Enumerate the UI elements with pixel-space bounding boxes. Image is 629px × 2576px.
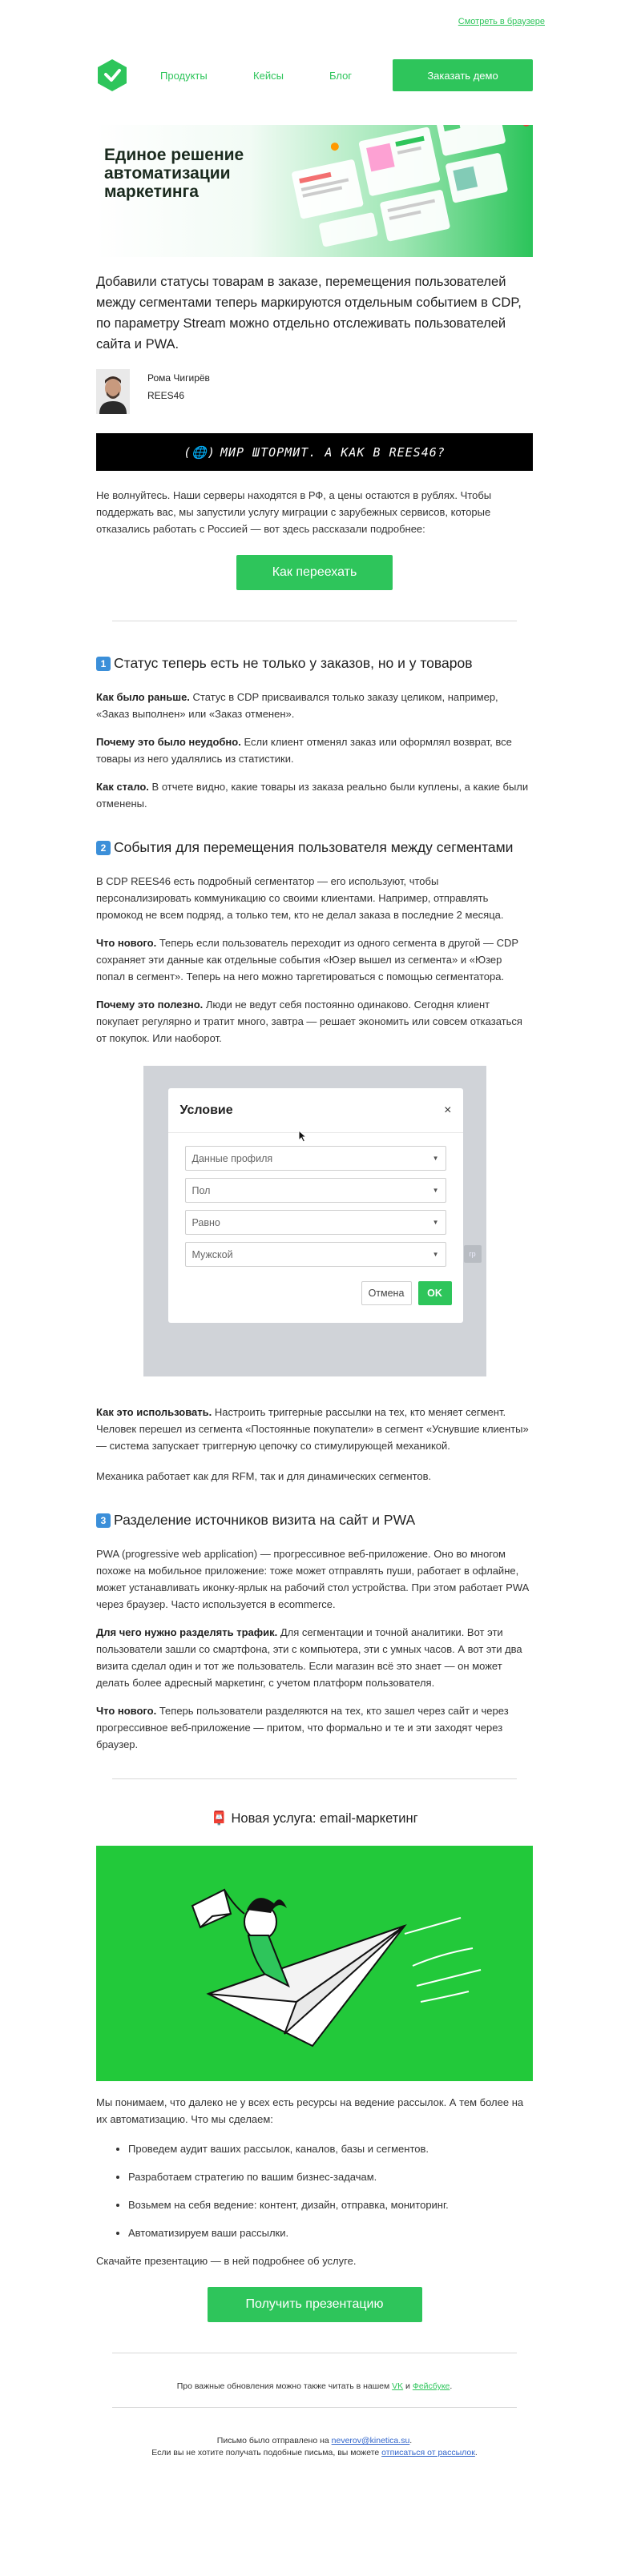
author-company: REES46 — [147, 390, 185, 401]
section3-title: 3 Разделение источников визита на сайт и PWA — [96, 1510, 533, 1529]
divider — [112, 2407, 517, 2408]
list-item: • Автоматизируем ваши рассылки. — [128, 2224, 533, 2241]
migration-text: Не волнуйтесь. Наши серверы находятся в РФ, а цены остаются в рублях. Чтобы поддержать вас, мы запустили услугу миграции с зарубежных сервисов, которые отказались работать с Россией — вот здесь рассказали подробнее: — [96, 489, 492, 535]
vk-link[interactable]: VK — [392, 2381, 404, 2391]
author-avatar — [96, 369, 130, 414]
hero-title: Единое решение автоматизации маркетинга — [104, 146, 244, 201]
divider — [112, 1778, 517, 1779]
nav-products[interactable]: Продукты — [160, 69, 208, 82]
email-service-list — [96, 2140, 533, 2241]
section2-p2: Что нового. Теперь если пользователь переходит из одного сегмента в другой — CDP сохраняет эти данные как отдельные события «Юзер вышел из сегмента» и «Юзер попал в сегмент». Теперь на него можно таргетироваться с помощью сегментатора. — [96, 937, 518, 983]
modal-actions — [361, 1281, 452, 1305]
select-value: Мужской ▼ — [185, 1242, 446, 1267]
keycap-1-icon: 1 — [96, 657, 111, 671]
keycap-3-icon: 3 — [96, 1513, 111, 1528]
rees46-logo[interactable] — [96, 58, 128, 92]
select-operator: Равно ▼ — [185, 1210, 446, 1235]
caret-down-icon: ▼ — [432, 1219, 439, 1226]
ok-button: OK — [418, 1281, 452, 1305]
unsubscribe-link[interactable]: отписаться от рассылок — [381, 2448, 475, 2457]
caret-down-icon: ▼ — [432, 1155, 439, 1162]
author-block — [96, 369, 533, 414]
caret-down-icon: ▼ — [432, 1251, 439, 1258]
section2-p1: В CDP REES46 есть подробный сегментатор — его используют, чтобы персонализировать коммуникацию со своими клиентами. Например, отправлять промокод не всем подряд, а только тем, кто не делал заказа в последние 2 месяца. — [96, 875, 504, 921]
unsubscribe-line: Если вы не хотите получать подобные письма, вы можете отписаться от рассылок. — [151, 2448, 478, 2457]
select-gender: Пол ▼ — [185, 1178, 446, 1203]
hero-illustration — [96, 125, 533, 257]
cursor-icon — [298, 1130, 308, 1143]
war-banner[interactable] — [96, 433, 533, 471]
segment-condition-screenshot — [143, 1066, 486, 1376]
top-bar — [0, 0, 629, 44]
section2-title: 2 События для перемещения пользователя между сегментами — [96, 838, 533, 857]
modal-title: Условие — [179, 1103, 233, 1117]
section2-p5: Механика работает как для RFM, так и для динамических сегментов. — [96, 1470, 432, 1482]
select-profile-data: Данные профиля ▼ — [185, 1146, 446, 1171]
modal-header — [168, 1088, 463, 1133]
list-item: • Возьмем на себя ведение: контент, дизайн, отправка, мониторинг. — [128, 2196, 533, 2213]
how-to-move-button[interactable]: Как переехать — [236, 555, 393, 590]
social-line: Про важные обновления можно также читать в нашем VK и Фейсбуке. — [176, 2381, 453, 2391]
caret-down-icon: ▼ — [432, 1187, 439, 1194]
globe-icon: (🌐) — [183, 444, 216, 460]
section1-p1: Как было раньше. Статус в CDP присваивался только заказу целиком, например, «Заказ выполнен» или «Заказ отменен». — [96, 691, 498, 720]
mailbox-icon: 📮 — [211, 1811, 228, 1826]
sent-line: Письмо было отправлено на neverov@kinetica.su. — [216, 2436, 413, 2445]
section1-p3: Как стало. В отчете видно, какие товары из заказа реально были куплены, а какие были отменены. — [96, 781, 529, 810]
paper-plane-illustration — [96, 1846, 533, 2081]
section1-p2: Почему это было неудобно. Если клиент отменял заказ или оформлял возврат, все товары из него удалялись из статистики. — [96, 736, 512, 765]
section1-title: 1 Статус теперь есть не только у заказов, но и у товаров — [96, 653, 533, 673]
section3-p2: Для чего нужно разделять трафик. Для сегментации и точной аналитики. Вот эти пользователи зашли со смартфона, эти с компьютера, эти с умных часов. А вот эти два визита сделал один и тот же пользователь. Если магазин всё это знает — он может делать более адресный маркетинг, с учетом платформ пользователя. — [96, 1626, 522, 1689]
list-item: • Разработаем стратегию по вашим бизнес-задачам. — [128, 2168, 533, 2185]
section2-p3: Почему это полезно. Люди не ведут себя постоянно одинаково. Сегодня клиент покупает регулярно и тратит много, завтра — решает экономить или совсем отказаться от покупок. Или наоборот. — [96, 999, 522, 1044]
intro-lead: Добавили статусы товарам в заказе, перемещения пользователей между сегментами теперь маркируются отдельным событием в CDP, по параметру Stream можно отдельно отслеживать пользователей сайта и PWA. — [96, 275, 522, 352]
email-service-title: 📮 Новая услуга: email-маркетинг — [211, 1811, 418, 1826]
nav-blog[interactable]: Блог — [329, 69, 353, 82]
list-item: • Проведем аудит ваших рассылок, каналов, базы и сегментов. — [128, 2140, 533, 2157]
get-presentation-button[interactable]: Получить презентацию — [208, 2287, 422, 2322]
email-service-p2: Скачайте презентацию — в ней подробнее об услуге. — [96, 2255, 357, 2267]
war-banner-text: МИР ШТОРМИТ. А КАК В REES46? — [220, 444, 446, 460]
facebook-link[interactable]: Фейсбуке — [412, 2381, 450, 2391]
side-chip: гр — [464, 1245, 482, 1263]
author-name: Рома Чигирёв — [147, 372, 210, 384]
email-service-p1: Мы понимаем, что далеко не у всех есть ресурсы на ведение рассылок. А тем более на их автоматизацию. Что мы сделаем: — [96, 2096, 524, 2125]
hero-banner[interactable] — [96, 125, 533, 257]
header-nav — [96, 44, 533, 106]
section3-p3: Что нового. Теперь пользователи разделяются на тех, кто зашел через сайт и через прогрессивное веб-приложение — притом, что формально и те и эти заходят через браузер. — [96, 1705, 509, 1750]
order-demo-button[interactable]: Заказать демо — [393, 59, 533, 91]
section3-p1: PWA (progressive web application) — прогрессивное веб-приложение. Оно во многом похоже на мобильное приложение: тоже может отправлять пуши, работает в офлайне, может устанавливать иконку-ярлык на рабочий стол устройства. При этом работает PWA через браузер. Часто используется в ecommerce. — [96, 1548, 529, 1610]
condition-modal — [168, 1088, 463, 1323]
view-in-browser-link[interactable]: Смотреть в браузере — [458, 17, 545, 26]
recipient-email-link[interactable]: neverov@kinetica.su — [331, 2436, 410, 2445]
keycap-2-icon: 2 — [96, 841, 111, 855]
close-icon: × — [444, 1103, 452, 1117]
section2-p4: Как это использовать. Настроить триггерные рассылки на тех, кто меняет сегмент. Человек перешел из сегмента «Постоянные покупатели» в сегмент «Уснувшие клиенты» — система запускает триггерную цепочку со стимулирующей механикой. — [96, 1406, 529, 1452]
cancel-button: Отмена — [361, 1281, 412, 1305]
nav-cases[interactable]: Кейсы — [253, 69, 284, 82]
